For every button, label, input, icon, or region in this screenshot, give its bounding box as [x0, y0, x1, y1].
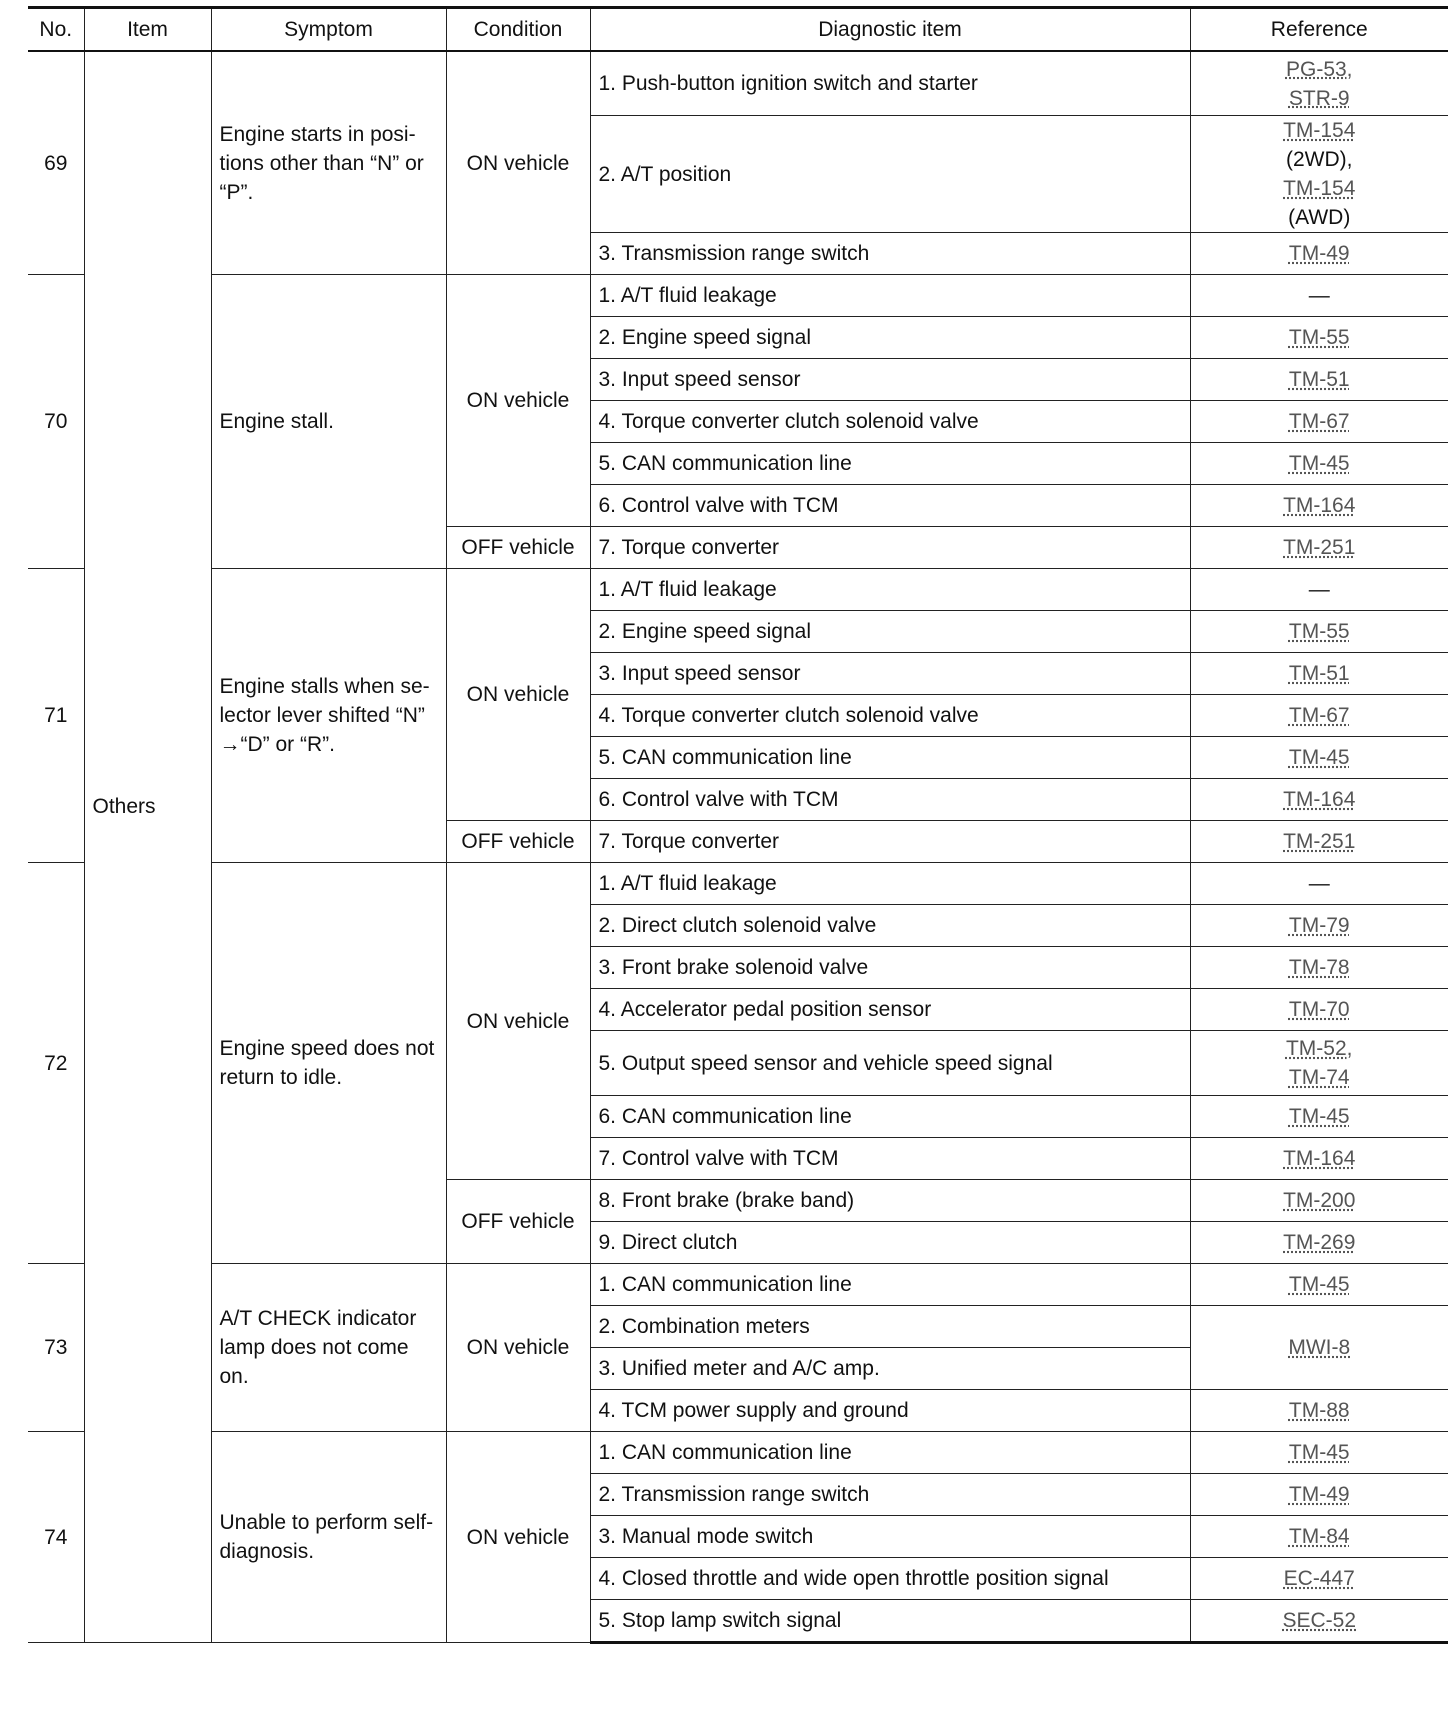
- reference-link[interactable]: TM-51: [1288, 662, 1350, 685]
- condition-cell: OFF vehicle: [446, 821, 590, 863]
- row-number: 69: [28, 51, 84, 275]
- reference-cell: [1190, 1558, 1448, 1600]
- reference-link[interactable]: TM-70: [1288, 998, 1350, 1021]
- condition-cell: ON vehicle: [446, 1432, 590, 1643]
- reference-cell: [1190, 611, 1448, 653]
- diagnostic-item: 1. A/T fluid leakage: [590, 569, 1190, 611]
- reference-link[interactable]: TM-49: [1288, 242, 1350, 265]
- reference-link[interactable]: TM-45: [1288, 746, 1350, 769]
- diagnostic-item: 2. Transmission range switch: [590, 1474, 1190, 1516]
- diagnostic-item: 2. Engine speed signal: [590, 611, 1190, 653]
- diagnostic-item: 2. Combination meters: [590, 1306, 1190, 1348]
- reference-link[interactable]: TM-55: [1288, 326, 1350, 349]
- condition-cell: ON vehicle: [446, 863, 590, 1180]
- diagnostic-item: 9. Direct clutch: [590, 1222, 1190, 1264]
- reference-cell: [1190, 1390, 1448, 1432]
- reference-link[interactable]: TM-79: [1288, 914, 1350, 937]
- reference-cell: [1190, 233, 1448, 275]
- reference-link[interactable]: TM-67: [1288, 410, 1350, 433]
- reference-link[interactable]: TM-200: [1283, 1189, 1356, 1212]
- diagnostic-item: 5. Output speed sensor and vehicle speed signal: [590, 1031, 1190, 1096]
- reference-cell: [1190, 1264, 1448, 1306]
- reference-link[interactable]: TM-84: [1288, 1525, 1350, 1548]
- diagnostic-item: 1. CAN communication line: [590, 1264, 1190, 1306]
- reference-link[interactable]: PG-53,: [1285, 57, 1353, 81]
- reference-cell: [1190, 317, 1448, 359]
- reference-cell: [1190, 359, 1448, 401]
- diagnostic-item: 7. Control valve with TCM: [590, 1138, 1190, 1180]
- reference-note: (AWD): [1288, 206, 1351, 229]
- symptom-cell: Unable to perform self-diagnosis.: [211, 1432, 446, 1643]
- reference-cell: [1190, 1306, 1448, 1390]
- reference-link[interactable]: EC-447: [1283, 1567, 1355, 1590]
- reference-cell: [1190, 653, 1448, 695]
- reference-cell: [1190, 1031, 1448, 1096]
- table-row: [28, 569, 1448, 611]
- diagnostic-item: 1. A/T fluid leakage: [590, 863, 1190, 905]
- diagnostic-item: 1. Push-button ignition switch and starter: [590, 51, 1190, 116]
- table-row: [28, 275, 1448, 317]
- header-reference: Reference: [1190, 8, 1448, 52]
- reference-link[interactable]: SEC-52: [1282, 1609, 1357, 1632]
- reference-cell: [1190, 821, 1448, 863]
- diagnostic-item: 5. Stop lamp switch signal: [590, 1600, 1190, 1643]
- row-number: 72: [28, 863, 84, 1264]
- reference-cell: [1190, 401, 1448, 443]
- reference-cell: [1190, 737, 1448, 779]
- symptom-cell: Engine stalls when se-lector lever shifted “N” →“D” or “R”.: [211, 569, 446, 863]
- symptom-cell: Engine stall.: [211, 275, 446, 569]
- header-no: No.: [28, 8, 84, 52]
- header-row: [28, 8, 1448, 52]
- diagnostic-item: 3. Manual mode switch: [590, 1516, 1190, 1558]
- reference-cell: [1190, 989, 1448, 1031]
- item-cell: Others: [84, 51, 211, 1643]
- row-number: 73: [28, 1264, 84, 1432]
- diagnostic-item: 6. Control valve with TCM: [590, 485, 1190, 527]
- condition-cell: ON vehicle: [446, 51, 590, 275]
- diagnostic-item: 4. TCM power supply and ground: [590, 1390, 1190, 1432]
- reference-note: (2WD),: [1286, 148, 1353, 171]
- diagnostic-item: 1. CAN communication line: [590, 1432, 1190, 1474]
- table-row: [28, 1432, 1448, 1474]
- reference-link[interactable]: STR-9: [1288, 86, 1350, 110]
- diagnostic-item: 5. CAN communication line: [590, 737, 1190, 779]
- diagnostic-item: 3. Front brake solenoid valve: [590, 947, 1190, 989]
- reference-cell: [1190, 1474, 1448, 1516]
- reference-link[interactable]: TM-154: [1283, 177, 1356, 200]
- diagnostic-item: 3. Unified meter and A/C amp.: [590, 1348, 1190, 1390]
- reference-link[interactable]: MWI-8: [1288, 1336, 1351, 1359]
- reference-cell: [1190, 116, 1448, 233]
- reference-cell: [1190, 1180, 1448, 1222]
- reference-cell: [1190, 1222, 1448, 1264]
- header-item: Item: [84, 8, 211, 52]
- diagnostic-item: 5. CAN communication line: [590, 443, 1190, 485]
- reference-link[interactable]: TM-45: [1288, 1441, 1350, 1464]
- condition-cell: OFF vehicle: [446, 1180, 590, 1264]
- reference-link[interactable]: TM-251: [1283, 536, 1356, 559]
- symptom-cell: A/T CHECK indicator lamp does not come on.: [211, 1264, 446, 1432]
- header-diagnostic-item: Diagnostic item: [590, 8, 1190, 52]
- reference-cell: [1190, 695, 1448, 737]
- reference-cell: [1190, 779, 1448, 821]
- reference-cell: [1190, 1138, 1448, 1180]
- condition-cell: OFF vehicle: [446, 527, 590, 569]
- diagnostic-item: 2. Engine speed signal: [590, 317, 1190, 359]
- diagnostic-item: 2. A/T position: [590, 116, 1190, 233]
- reference-cell: —: [1190, 569, 1448, 611]
- table-row: [28, 51, 1448, 116]
- condition-cell: ON vehicle: [446, 569, 590, 821]
- condition-cell: ON vehicle: [446, 1264, 590, 1432]
- row-number: 71: [28, 569, 84, 863]
- diagnostic-item: 2. Direct clutch solenoid valve: [590, 905, 1190, 947]
- reference-link[interactable]: TM-251: [1283, 830, 1356, 853]
- table-row: [28, 863, 1448, 905]
- diagnostic-item: 8. Front brake (brake band): [590, 1180, 1190, 1222]
- reference-link[interactable]: TM-49: [1288, 1483, 1350, 1506]
- row-number: 74: [28, 1432, 84, 1643]
- diagnostic-item: 6. Control valve with TCM: [590, 779, 1190, 821]
- reference-cell: [1190, 527, 1448, 569]
- symptom-cell: Engine starts in posi-tions other than “N” or “P”.: [211, 51, 446, 275]
- diagnostic-item: 7. Torque converter: [590, 821, 1190, 863]
- reference-cell: [1190, 1432, 1448, 1474]
- reference-link[interactable]: TM-88: [1288, 1399, 1350, 1422]
- diagnostic-item: 3. Transmission range switch: [590, 233, 1190, 275]
- reference-link[interactable]: TM-55: [1288, 620, 1350, 643]
- reference-link[interactable]: TM-45: [1288, 452, 1350, 475]
- row-number: 70: [28, 275, 84, 569]
- condition-cell: ON vehicle: [446, 275, 590, 527]
- reference-cell: [1190, 947, 1448, 989]
- diagnostic-item: 6. CAN communication line: [590, 1096, 1190, 1138]
- reference-link[interactable]: TM-45: [1288, 1273, 1350, 1296]
- symptom-cell: Engine speed does not return to idle.: [211, 863, 446, 1264]
- diagnostic-item: 7. Torque converter: [590, 527, 1190, 569]
- reference-cell: [1190, 443, 1448, 485]
- reference-link[interactable]: TM-164: [1283, 788, 1356, 811]
- reference-link[interactable]: TM-164: [1283, 494, 1356, 517]
- reference-cell: [1190, 1516, 1448, 1558]
- diagnostic-item: 3. Input speed sensor: [590, 653, 1190, 695]
- reference-link[interactable]: TM-45: [1288, 1105, 1350, 1128]
- reference-cell: [1190, 51, 1448, 116]
- reference-cell: —: [1190, 275, 1448, 317]
- reference-link[interactable]: TM-78: [1288, 956, 1350, 979]
- table-row: [28, 1264, 1448, 1306]
- reference-link[interactable]: TM-51: [1288, 368, 1350, 391]
- reference-link[interactable]: TM-52,: [1285, 1037, 1353, 1060]
- diagnostic-table: [28, 6, 1448, 1644]
- diagnostic-item: 1. A/T fluid leakage: [590, 275, 1190, 317]
- reference-link[interactable]: TM-269: [1283, 1231, 1356, 1254]
- reference-cell: [1190, 1600, 1448, 1643]
- reference-cell: [1190, 485, 1448, 527]
- reference-cell: [1190, 1096, 1448, 1138]
- reference-link[interactable]: TM-74: [1288, 1066, 1350, 1089]
- diagnostic-item: 4. Closed throttle and wide open throttle position signal: [590, 1558, 1190, 1600]
- reference-link[interactable]: TM-164: [1283, 1147, 1356, 1170]
- diagnostic-item: 4. Torque converter clutch solenoid valve: [590, 695, 1190, 737]
- reference-cell: [1190, 905, 1448, 947]
- header-symptom: Symptom: [211, 8, 446, 52]
- reference-cell: —: [1190, 863, 1448, 905]
- diagnostic-item: 4. Torque converter clutch solenoid valve: [590, 401, 1190, 443]
- diagnostic-item: 4. Accelerator pedal position sensor: [590, 989, 1190, 1031]
- header-condition: Condition: [446, 8, 590, 52]
- reference-link[interactable]: TM-154: [1283, 119, 1356, 142]
- diagnostic-item: 3. Input speed sensor: [590, 359, 1190, 401]
- reference-link[interactable]: TM-67: [1288, 704, 1350, 727]
